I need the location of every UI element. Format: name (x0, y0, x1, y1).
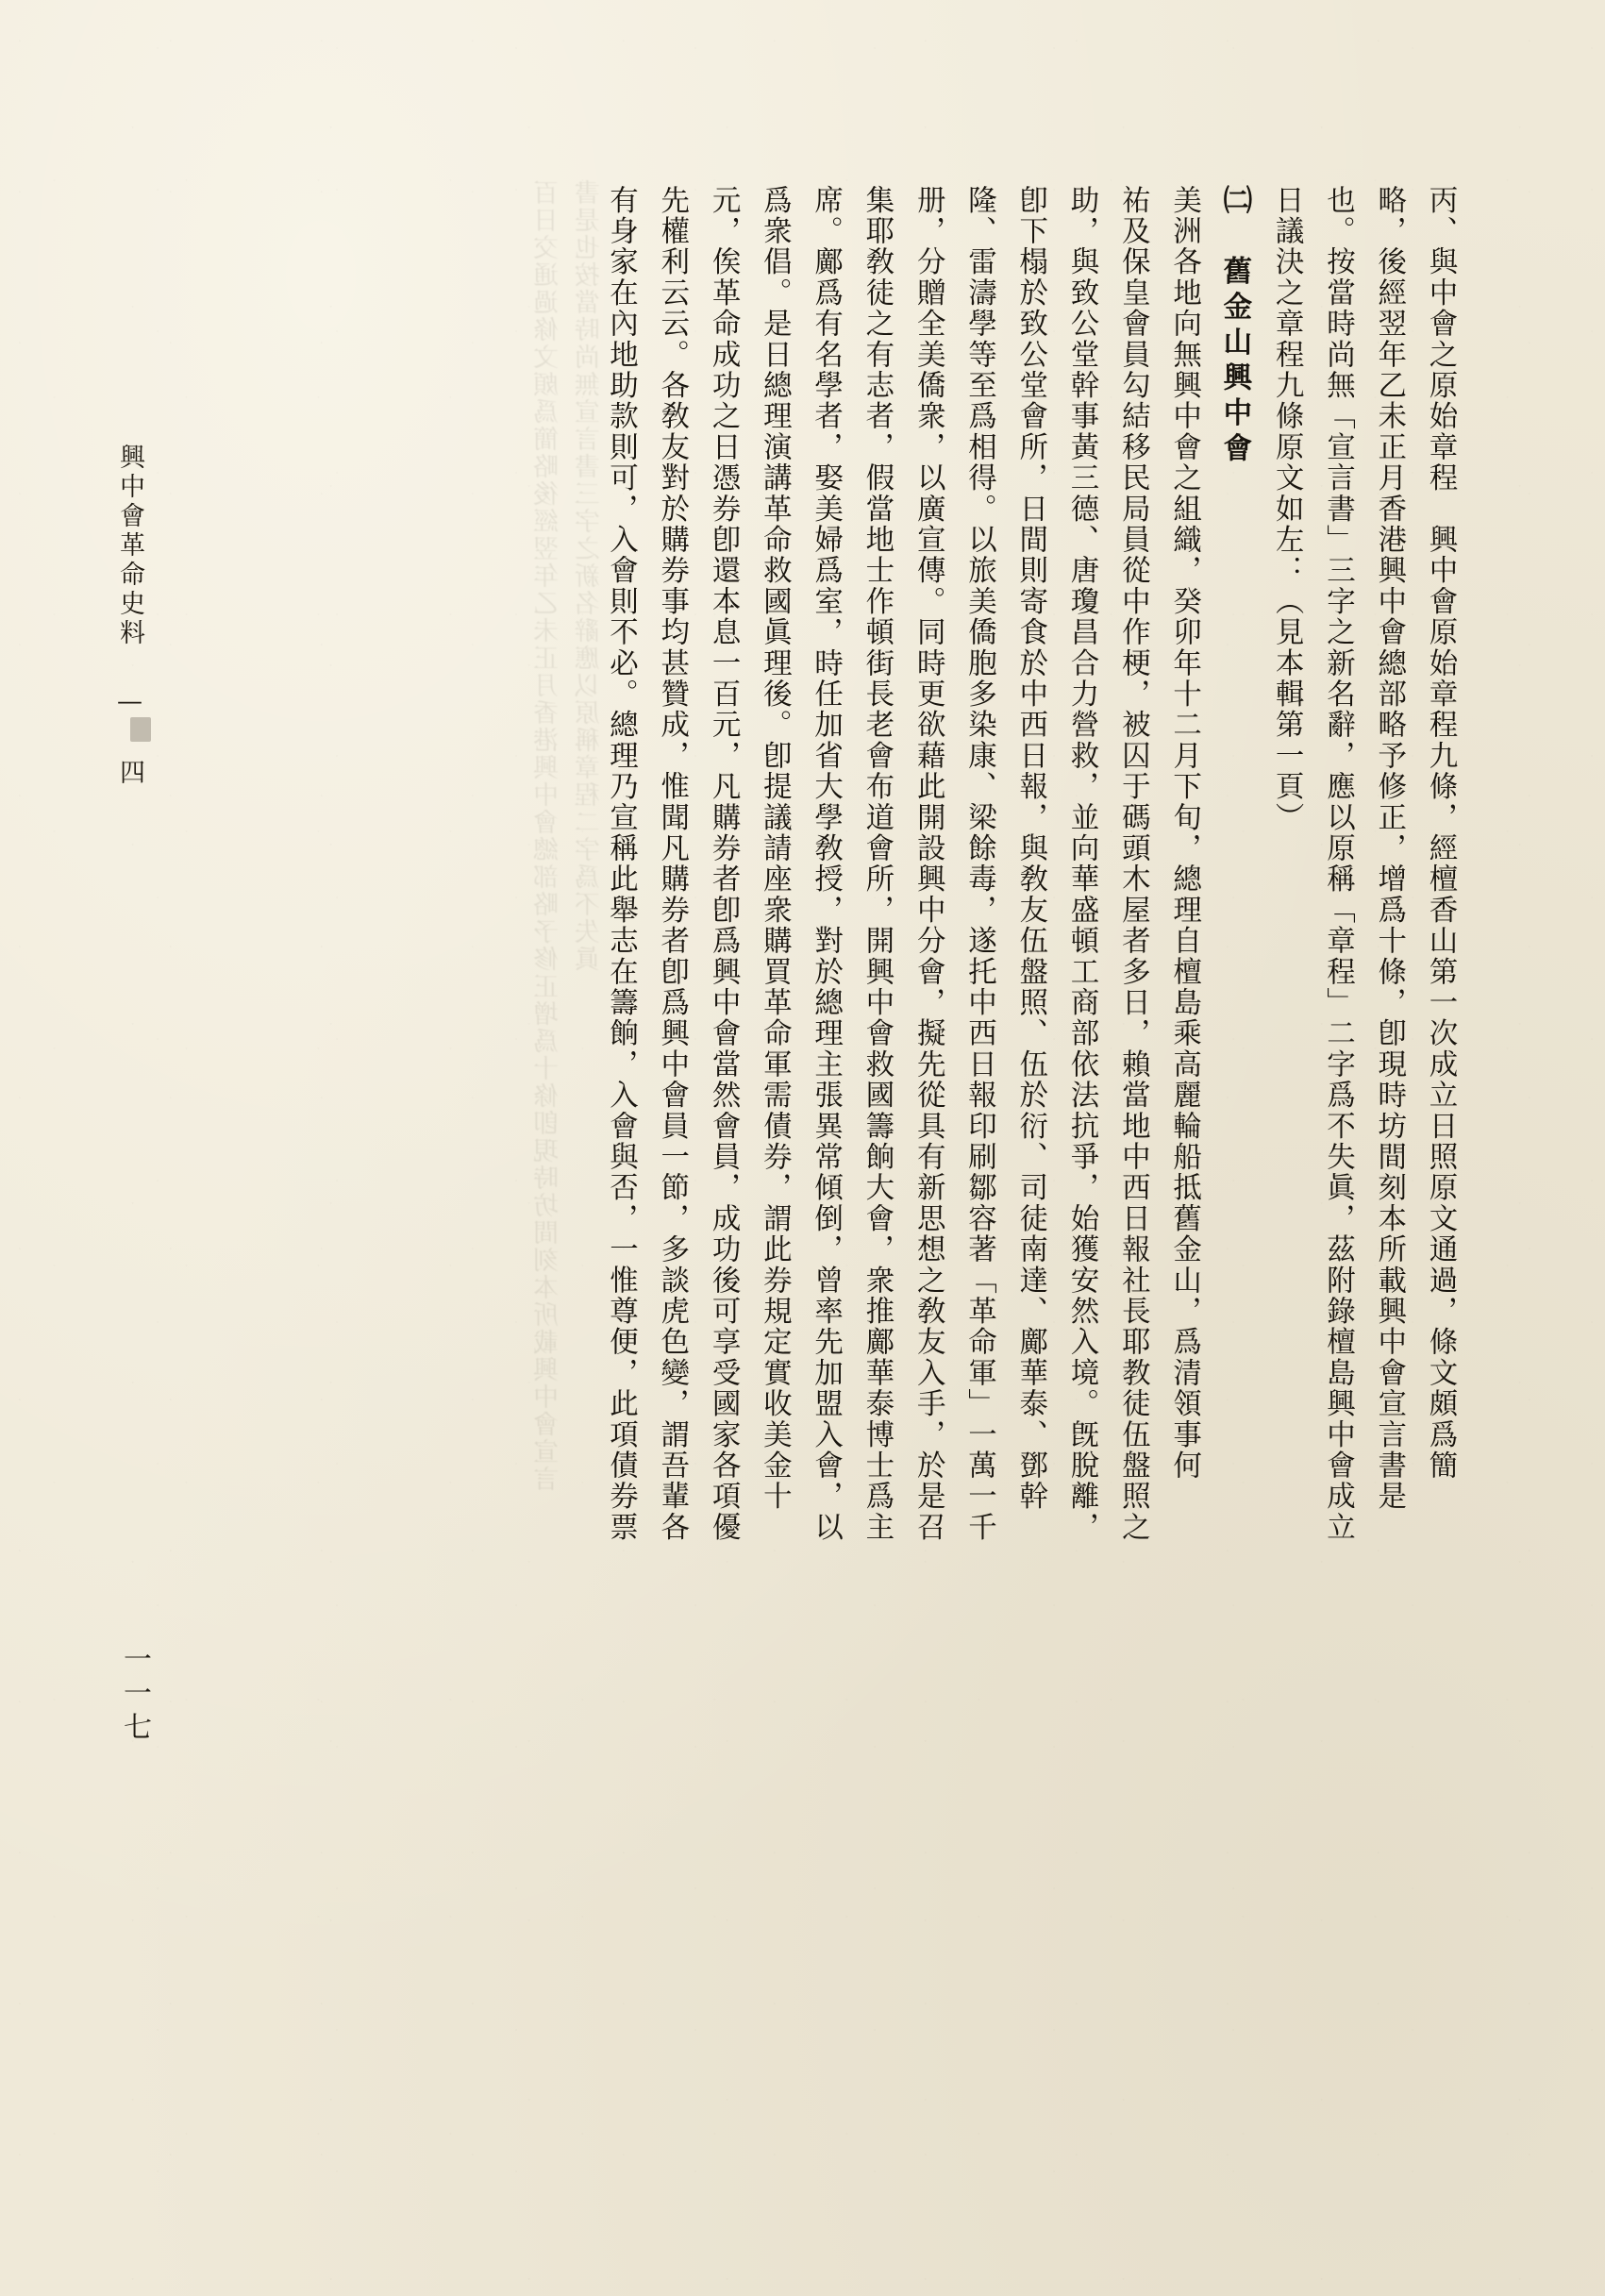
section-heading: ㈡ 舊金山興中會 (1217, 185, 1252, 468)
reverse-side-showthrough: 百日交通過條文頗爲簡略後經翌年乙未正月香港興中會總部略予修正增爲十條卽現時坊間刻本所載興中會宣言書是也按當時尚無宣言書三字之新名辭應以原稱章程二字爲不失眞 (534, 179, 605, 1493)
running-head-volume: 四 (115, 759, 144, 788)
text-column: 美洲各地向無興中會之組織，癸卯年十二月下旬，總理自檀島乘高麗輪船抵舊金山，爲清領事何 (1167, 185, 1201, 1482)
text-column: 集耶敎徒之有志者，假當地士作頓街長老會布道會所，開興中會救國籌餉大會，衆推鄺華泰博士爲主 (860, 185, 894, 1543)
text-column: 元，俟革命成功之日憑券卽還本息一百元，凡購券者卽爲興中會當然會員，成功後可享受國家各項優 (707, 185, 741, 1543)
text-column: 册，分贈全美僑衆，以廣宣傳。同時更欲藉此開設興中分會，擬先從具有新思想之敎友入手，於是召 (911, 185, 945, 1543)
text-column: 先權利云云。各敎友對於購券事均甚贊成，惟聞凡購券者卽爲興中會員一節，多談虎色變，謂吾輩各 (655, 185, 689, 1543)
text-column: 爲衆倡。是日總理演講革命救國眞理後。卽提議請座衆購買革命軍需債券，謂此券規定實收美金十 (758, 185, 792, 1513)
text-column: 有身家在內地助款則可，入會則不必。總理乃宣稱此舉志在籌餉，入會與否，一惟尊便，此項債券票 (604, 185, 638, 1543)
main-text-block (258, 185, 1465, 1685)
margin-block-mark (130, 717, 151, 742)
text-column: 卽下榻於致公堂會所，日間則寄食於中西日報，與敎友伍盤照、伍於衍、司徒南達、鄺華泰、鄧幹 (1013, 185, 1047, 1513)
running-head-separator: — (115, 687, 144, 720)
text-column: 助，與致公堂幹事黃三德、唐瓊昌合力營救，並向華盛頓工商部依法抗爭，始獲安然入境。旣脫離， (1065, 185, 1099, 1543)
text-column: 略，後經翌年乙未正月香港興中會總部略予修正，增爲十條，卽現時坊間刻本所載興中會宣言書是 (1372, 185, 1406, 1513)
text-column: 祐及保皇會員勾結移民局員從中作梗，被囚于碼頭木屋者多日，賴當地中西日報社長耶教徒伍盤照之 (1116, 185, 1150, 1543)
running-head-title: 興中會革命史料 (115, 444, 144, 648)
text-column: 丙、與中會之原始章程 興中會原始章程九條，經檀香山第一次成立日照原文通過，條文頗爲簡 (1424, 185, 1457, 1482)
text-column: 日議決之章程九條原文如左：（見本輯第一頁） (1270, 185, 1304, 833)
page-number: 一一七 (118, 1644, 151, 1746)
text-column: 隆、雷濤學等至爲相得。以旅美僑胞多染康、梁餘毒，遂托中西日報印刷鄒容著「革命軍」一萬一千 (962, 185, 996, 1543)
text-column: 也。按當時尚無「宣言書」三字之新名辭，應以原稱「章程」二字爲不失眞，茲附錄檀島興中會成立 (1321, 185, 1355, 1543)
text-column: 席。鄺爲有名學者，娶美婦爲室，時任加省大學敎授，對於總理主張異常傾倒，曾率先加盟入會，以 (809, 185, 843, 1543)
